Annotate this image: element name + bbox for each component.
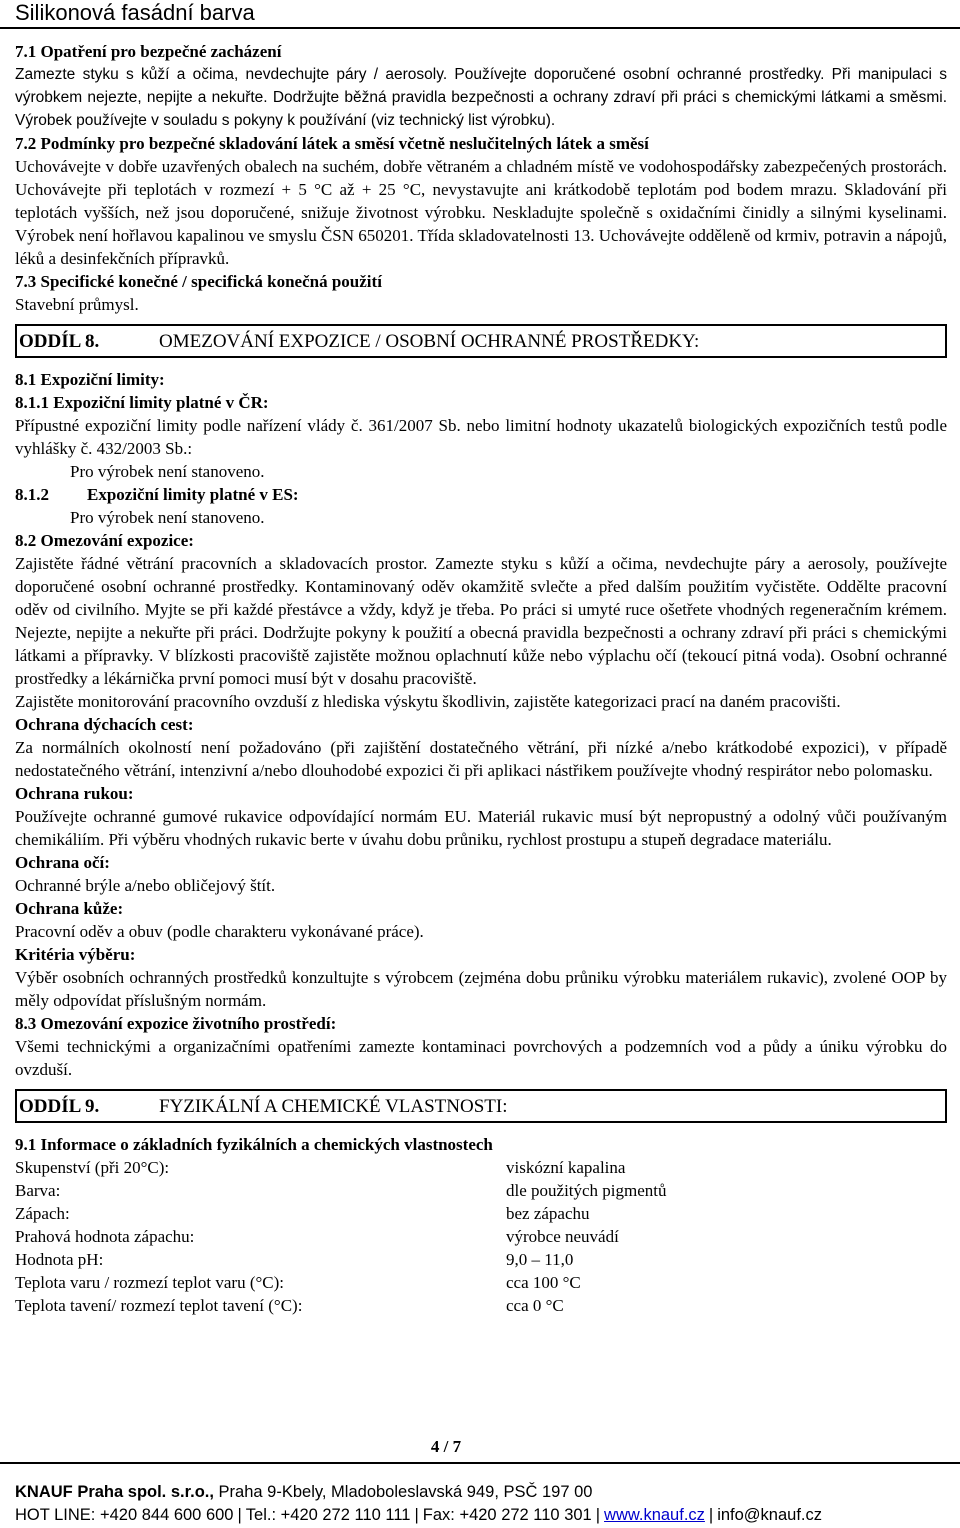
property-value: bez zápachu <box>506 1204 590 1223</box>
section-9-header <box>15 1089 947 1123</box>
heading-7-3: 7.3 Specifické konečné / specifická konečná použití <box>15 272 382 291</box>
footer-hotline: HOT LINE: +420 844 600 600 <box>15 1506 234 1524</box>
section-8-title: OMEZOVÁNÍ EXPOZICE / OSOBNÍ OCHRANNÉ PROSTŘEDKY: <box>159 330 700 352</box>
separator: | <box>237 1506 242 1524</box>
property-label: Zápach: <box>15 1204 70 1223</box>
section-9-title: FYZIKÁLNÍ A CHEMICKÉ VLASTNOSTI: <box>159 1095 508 1117</box>
text-8-2-p2: Zajistěte monitorování pracovního ovzduší z hlediska výskytu škodlivin, zajistěte kategorizaci prací na daném pracovišti. <box>15 692 841 711</box>
properties-table <box>15 1156 947 1317</box>
footer-email[interactable]: info@knauf.cz <box>717 1506 823 1524</box>
property-label: Teplota varu / rozmezí teplot varu (°C): <box>15 1273 285 1292</box>
heading-8-1: 8.1 Expoziční limity: <box>15 370 165 389</box>
property-value: viskózní kapalina <box>506 1158 626 1177</box>
text-respiratory: Za normálních okolností není požadováno (při zajištění dostatečného větrání, při nízké a/nebo krátkodobé expozici), v případě nedostatečného větrání, intenzivní a/nebo dlouhodobé expozici či při aplikaci nástřikem používejte vhodný respirátor nebo polomasku. <box>15 738 947 780</box>
property-value: cca 100 °C <box>506 1273 581 1292</box>
footer-web-link[interactable]: www.knauf.cz <box>604 1506 705 1524</box>
text-8-3: Všemi technickými a organizačními opatřeními zamezte kontaminaci povrchových a podzemních vod a půdy a úniku výrobku do ovzduší. <box>15 1037 947 1079</box>
text-eye: Ochranné brýle a/nebo obličejový štít. <box>15 876 276 895</box>
section-9-number: ODDÍL 9. <box>19 1095 100 1117</box>
page-number <box>15 1437 947 1457</box>
text-8-2-p1: Zajistěte řádné větrání pracovních a skladovacích prostor. Zamezte styku s kůží a očima, nevdechujte páry a aerosoly, používejte doporučené osobní ochranné prostředky. Kontaminovaný oděv okamžitě svlečte a před dalším použitím vyčistěte. Oddělte pracovní oděv od civilního. Myjte se při každé přestávce a vždy, když je třeba. Po práci si umyté ruce ošetřete vhodných regeneračním krémem. Nejezte, nepijte a nekuřte při práci. Dodržujte pokyny k použití a obecná pravidla bezpečnosti a ochrany zdraví při práci s chemickými látkami a přípravky. V blízkosti pracoviště zajistěte možnou oplachnutí kůže nebo výplachu očí (tekoucí pitná voda). Osobní ochranné prostředky a lékárnička první pomoci musí být v dosahu pracoviště. <box>15 554 947 688</box>
heading-8-2: 8.2 Omezování expozice: <box>15 531 194 550</box>
text-7-3: Stavební průmysl. <box>15 295 139 314</box>
property-value: 9,0 – 11,0 <box>506 1250 574 1269</box>
property-label: Teplota tavení/ rozmezí teplot tavení (°C): <box>15 1296 303 1315</box>
note-8-1-1: Pro výrobek není stanoveno. <box>70 462 265 481</box>
heading-7-1: 7.1 Opatření pro bezpečné zacházení <box>15 42 282 61</box>
footer-fax: Fax: +420 272 110 301 <box>422 1506 592 1524</box>
footer-company: KNAUF Praha spol. s.r.o., <box>15 1483 214 1501</box>
footer-address: Praha 9-Kbely, Mladoboleslavská 949, PSČ 197 00 <box>213 1483 593 1501</box>
separator: | <box>414 1506 419 1524</box>
heading-9-1: 9.1 Informace o základních fyzikálních a chemických vlastnostech <box>15 1135 493 1154</box>
heading-8-1-2-number: 8.1.2 <box>15 485 49 504</box>
property-value: dle použitých pigmentů <box>506 1181 667 1200</box>
document-title: Silikonová fasádní barva <box>15 0 255 25</box>
heading-7-2: 7.2 Podmínky pro bezpečné skladování látek a směsí včetně neslučitelných látek a směsí <box>15 134 649 153</box>
footer-rule <box>0 1462 960 1464</box>
section-8-header <box>15 324 947 358</box>
text-8-1-1: Přípustné expoziční limity podle nařízení vlády č. 361/2007 Sb. nebo limitní hodnoty ukazatelů biologických expozičních testů podle vyhlášky č. 432/2003 Sb.: <box>15 416 947 458</box>
heading-criteria: Kritéria výběru: <box>15 945 136 964</box>
heading-8-1-1: 8.1.1 Expoziční limity platné v ČR: <box>15 393 269 412</box>
text-hand: Používejte ochranné gumové rukavice odpovídající normám EU. Materiál rukavic musí být nepropustný a odolný vůči používaným chemikáliím. Při výběru vhodných rukavic berte v úvahu dobu průniku, rychlost prostupu a stupeň degradace materiálu. <box>15 807 947 849</box>
property-label: Barva: <box>15 1181 61 1200</box>
text-skin: Pracovní oděv a obuv (podle charakteru vykonávané práce). <box>15 922 424 941</box>
document-body <box>15 40 947 1317</box>
separator: | <box>708 1506 714 1524</box>
header-rule <box>0 27 960 29</box>
property-label: Hodnota pH: <box>15 1250 104 1269</box>
property-value: cca 0 °C <box>506 1296 564 1315</box>
heading-hand: Ochrana rukou: <box>15 784 134 803</box>
section-8-number: ODDÍL 8. <box>19 330 100 352</box>
property-value: výrobce neuvádí <box>506 1227 619 1246</box>
property-label: Skupenství (při 20°C): <box>15 1158 170 1177</box>
heading-respiratory: Ochrana dýchacích cest: <box>15 715 194 734</box>
separator: | <box>595 1506 601 1524</box>
heading-8-3: 8.3 Omezování expozice životního prostředí: <box>15 1014 337 1033</box>
page-number-text: 4 / 7 <box>430 1437 462 1456</box>
heading-8-1-2-title: Expoziční limity platné v ES: <box>87 485 299 504</box>
footer <box>15 1481 955 1527</box>
footer-contact-line <box>15 1504 955 1527</box>
heading-eye: Ochrana očí: <box>15 853 110 872</box>
text-7-1: Zamezte styku s kůží a očima, nevdechujte páry / aerosoly. Používejte doporučené osobní ochranné prostředky. Při manipulaci s výrobkem nejezte, nepijte a nekuřte. Dodržujte běžná pravidla bezpečnosti a ochrany zdraví při práci s chemickými látkami a směsmi. Výrobek používejte v souladu s pokyny k používání (viz technický list výrobku). <box>15 66 947 129</box>
note-8-1-2: Pro výrobek není stanoveno. <box>70 508 265 527</box>
heading-skin: Ochrana kůže: <box>15 899 124 918</box>
footer-address-line <box>15 1481 955 1504</box>
property-label: Prahová hodnota zápachu: <box>15 1227 195 1246</box>
heading-8-1-2 <box>15 483 947 506</box>
text-7-2: Uchovávejte v dobře uzavřených obalech na suchém, dobře větraném a chladném místě ve vodohospodářsky zabezpečených prostorách. Uchovávejte při teplotách v rozmezí + 5 °C až + 25 °C, nevystavujte ani krátkodobě teplotám pod bodem mrazu. Skladování při teplotách vyšších, než jsou doporučené, snižuje životnost výrobku. Neskladujte společně s oxidačními činidly a silnými kyselinami. Výrobek není hořlavou kapalinou ve smyslu ČSN 650201. Třída skladovatelnosti 13. Uchovávejte odděleně od krmiv, potravin a nápojů, léků a desinfekčních přípravků. <box>15 157 947 268</box>
text-criteria: Výběr osobních ochranných prostředků konzultujte s výrobcem (zejména dobu průniku výrobku materiálem rukavic), zvolené OOP by měly odpovídat příslušným normám. <box>15 968 947 1010</box>
footer-tel: Tel.: +420 272 110 111 <box>245 1506 411 1524</box>
